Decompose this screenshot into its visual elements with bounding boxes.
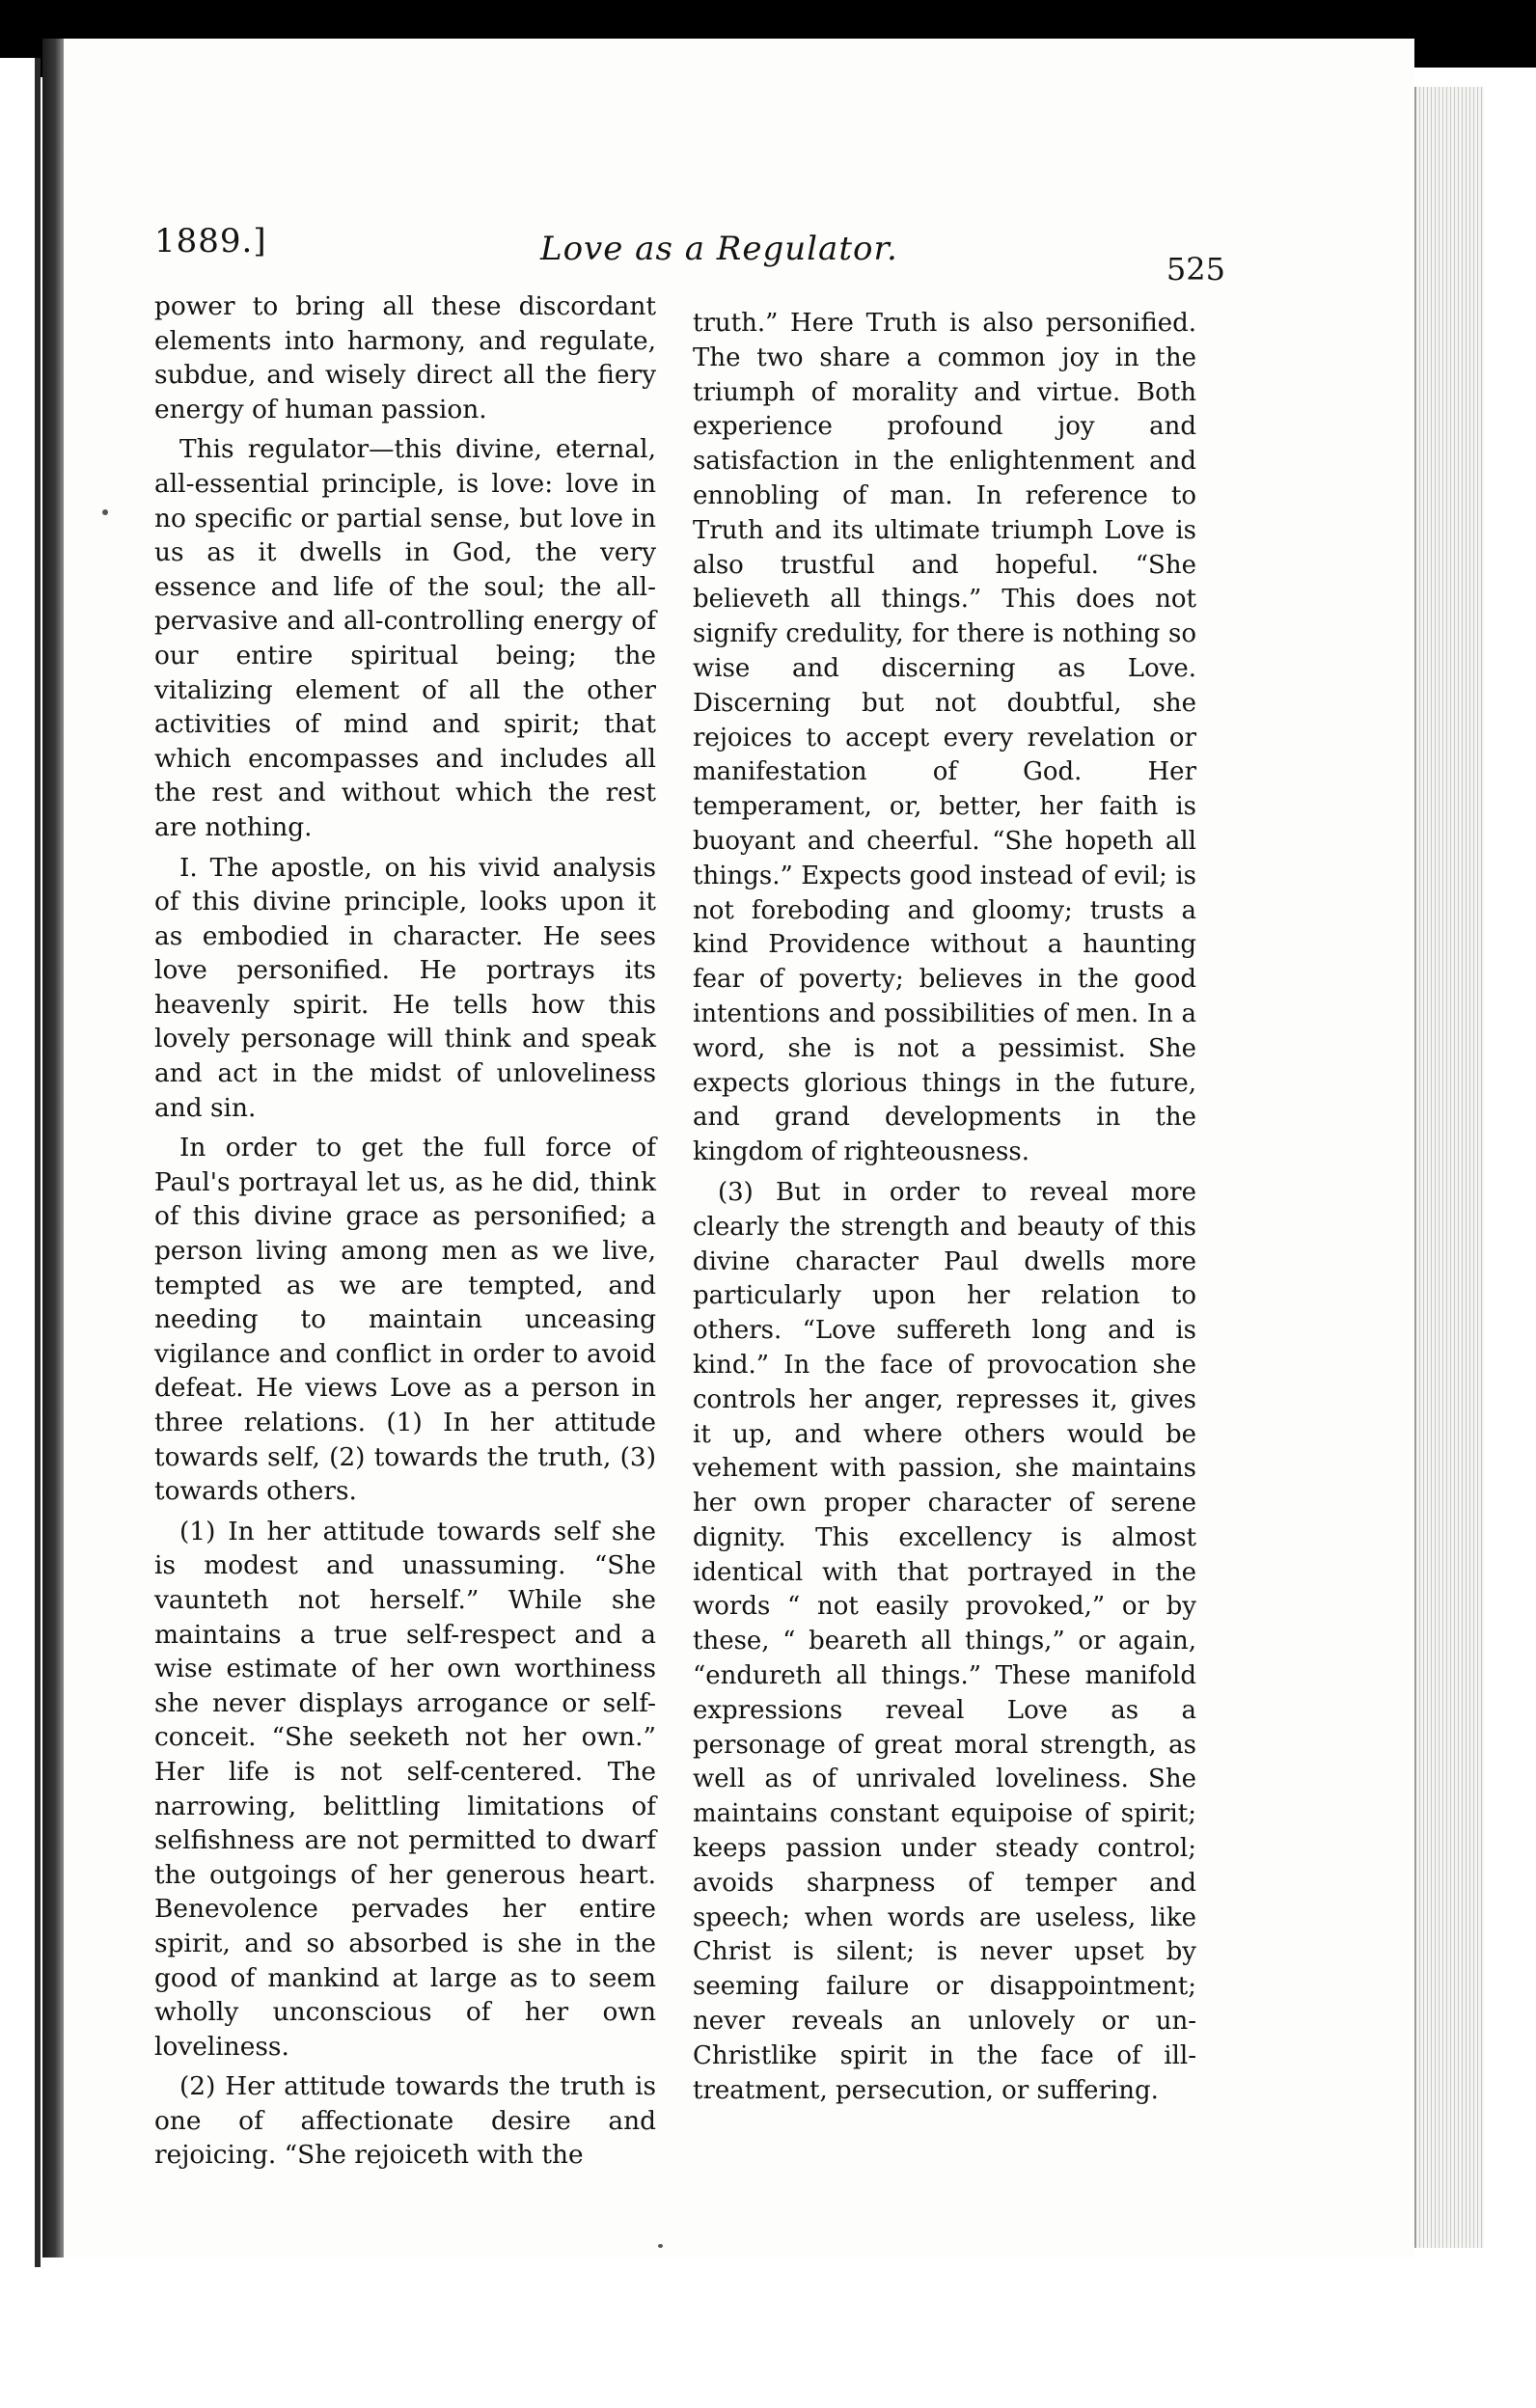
scan-speck xyxy=(658,2244,663,2248)
paragraph: In order to get the full force of Paul's portrayal let us, as he did, think of this divine grace as personified; a person living among men as we live, tempted as we are tempted, and needing to maintain unceasing vigilance and conflict in order to avoid defeat. He views Love as a person in three relations. (1) In her attitude towards self, (2) towards the truth, (3) towards others. xyxy=(154,1133,656,1507)
paragraph: (1) In her attitude towards self she is modest and unassuming. “She vaunteth not herself.” While she maintains a true self-respect and a wise estimate of her own worthiness she never displays arrogance or self-conceit. “She seeketh not her own.” Her life is not self-centered. The narrowing, belittling limitations of selfishness are not permitted to dwarf the outgoings of her generous heart. Benevolence pervades her entire spirit, and so absorbed is she in the good of mankind at large as to seem wholly unconscious of her own loveliness. xyxy=(154,1516,656,2062)
page-stack-edges xyxy=(1414,87,1484,2248)
paragraph: I. The apostle, on his vivid analysis of this divine principle, looks upon it as embodied in character. He sees love personified. He portrays its heavenly spirit. He tells how this lovely personage will think and speak and act in the midst of unloveliness and sin. xyxy=(154,852,656,1123)
scan-speck xyxy=(102,509,108,515)
paragraph: truth.” Here Truth is also personified. The two share a common joy in the triumph of morality and virtue. Both experience profound joy and satisfaction in the enlightenment and ennobling of man. In reference to Truth and its ultimate triumph Love is also trustful and hopeful. “She believeth all things.” This does not signify credulity, for there is nothing so wise and discerning as Love. Discerning but not doubtful, she rejoices to accept every revelation or manifestation of God. Her temperament, or, better, her faith is buoyant and cheerful. “She hopeth all things.” Expects good instead of evil; is not foreboding and gloomy; trusts a kind Providence without a haunting fear of poverty; believes in the good intentions and possibilities of men. In a word, she is not a pessimist. She expects glorious things in the future, and grand developments in the kingdom of righteousness. xyxy=(693,309,1196,1167)
left-text-column xyxy=(154,289,656,2178)
paragraph: power to bring all these discordant elements into harmony, and regulate, subdue, and wisely direct all the fiery energy of human passion. xyxy=(154,291,656,424)
paragraph: This regulator—this divine, eternal, all-essential principle, is love: love in no specific or partial sense, but love in us as it dwells in God, the very essence and life of the soul; the all-pervasive and all-controlling energy of our entire spiritual being; the vitalizing element of all the other activities of mind and spirit; that which encompasses and includes all the rest and without which the rest are nothing. xyxy=(154,434,656,842)
facing-page-edge xyxy=(0,58,41,2267)
paragraph: (3) But in order to reveal more clearly the strength and beauty of this divine character Paul dwells more particularly upon her relation to others. “Love suffereth long and is kind.” In the face of provocation she controls her anger, represses it, gives it up, and where others would be vehement with passion, she maintains her own proper character of serene dignity. This excellency is almost identical with that portrayed in the words “ not easily provoked,” or by these, “ beareth all things,” or again, “endureth all things.” These manifold expressions reveal Love as a personage of great moral strength, as well as of unrivaled loveliness. She maintains constant equipoise of spirit; keeps passion under steady control; avoids sharpness of temper and speech; when words are useless, like Christ is silent; is never upset by seeming failure or disappointment; never reveals an unlovely or un-Christlike spirit in the face of ill-treatment, persecution, or suffering. xyxy=(693,1177,1196,2105)
paragraph: (2) Her attitude towards the truth is one of affectionate desire and rejoicing. “She rejoiceth with the xyxy=(154,2071,656,2171)
right-text-column xyxy=(693,307,1196,2114)
header-year: 1889.] xyxy=(154,222,267,260)
running-header xyxy=(154,222,1225,287)
page-number: 525 xyxy=(1166,251,1225,287)
book-spine-shadow xyxy=(42,39,64,2258)
running-title: Love as a Regulator. xyxy=(540,230,898,268)
